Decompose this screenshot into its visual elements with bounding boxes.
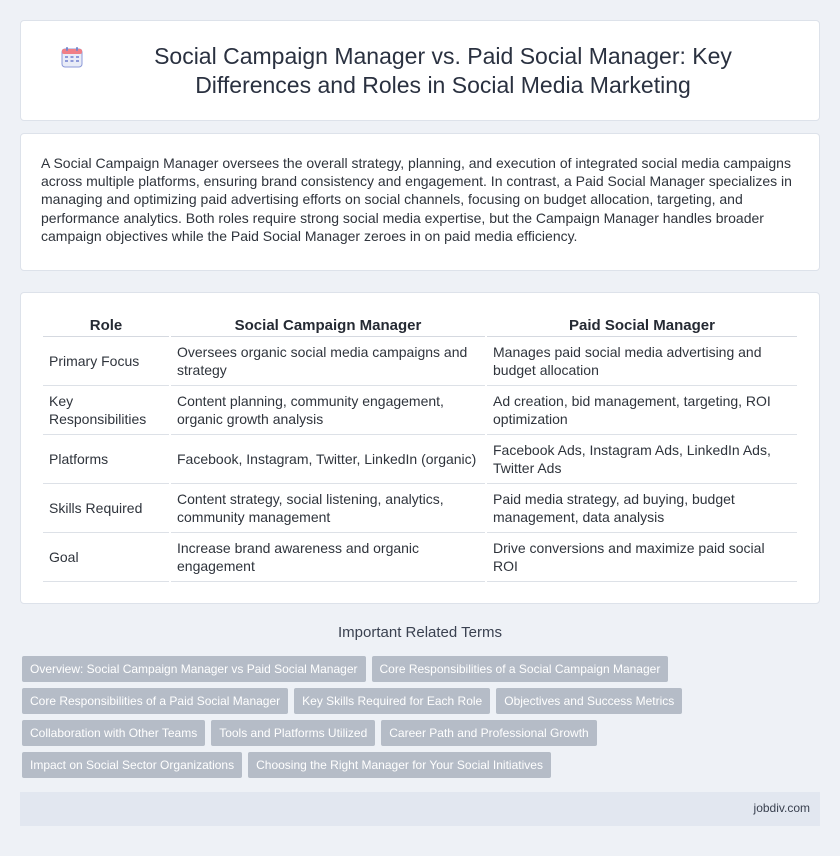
table-row xyxy=(43,386,797,435)
related-term-tag[interactable]: Impact on Social Sector Organizations xyxy=(22,752,242,778)
related-term-tag[interactable]: Key Skills Required for Each Role xyxy=(294,688,490,714)
header-card xyxy=(20,20,820,121)
table-row xyxy=(43,337,797,386)
table-header-row xyxy=(43,315,797,337)
column-header-paid-social-manager: Paid Social Manager xyxy=(487,315,797,337)
table-row xyxy=(43,484,797,533)
column-header-role: Role xyxy=(43,315,169,337)
table-cell: Manages paid social media advertising and budget allocation xyxy=(487,337,797,386)
calendar-icon xyxy=(61,46,83,68)
page-title: Social Campaign Manager vs. Paid Social Manager: Key Differences and Roles in Social Media Marketing xyxy=(154,42,732,98)
row-label: Goal xyxy=(43,533,169,582)
table-cell: Facebook Ads, Instagram Ads, LinkedIn Ads, Twitter Ads xyxy=(487,435,797,484)
row-label: Key Responsibilities xyxy=(43,386,169,435)
table-cell: Facebook, Instagram, Twitter, LinkedIn (organic) xyxy=(171,435,485,484)
table-cell: Content strategy, social listening, analytics, community management xyxy=(171,484,485,533)
related-term-tag[interactable]: Core Responsibilities of a Paid Social Manager xyxy=(22,688,288,714)
related-terms-list xyxy=(22,656,822,784)
table-cell: Ad creation, bid management, targeting, ROI optimization xyxy=(487,386,797,435)
row-label: Skills Required xyxy=(43,484,169,533)
comparison-table xyxy=(41,315,799,582)
table-cell: Content planning, community engagement, organic growth analysis xyxy=(171,386,485,435)
related-term-tag[interactable]: Career Path and Professional Growth xyxy=(381,720,596,746)
related-term-tag[interactable]: Choosing the Right Manager for Your Social Initiatives xyxy=(248,752,551,778)
intro-paragraph: A Social Campaign Manager oversees the overall strategy, planning, and execution of integrated social media campaigns across multiple platforms, ensuring brand consistency and engagement. In contrast, a Paid Social Manager specializes in managing and optimizing paid advertising efforts on social channels, focusing on budget allocation, targeting, and performance analytics. Both roles require strong social media expertise, but the Campaign Manager handles broader campaign objectives while the Paid Social Manager zeroes in on paid media efficiency. xyxy=(41,155,792,244)
row-label: Primary Focus xyxy=(43,337,169,386)
column-header-social-campaign-manager: Social Campaign Manager xyxy=(171,315,485,337)
table-cell: Paid media strategy, ad buying, budget management, data analysis xyxy=(487,484,797,533)
comparison-card xyxy=(20,292,820,604)
table-cell: Increase brand awareness and organic engagement xyxy=(171,533,485,582)
related-term-tag[interactable]: Core Responsibilities of a Social Campaign Manager xyxy=(372,656,669,682)
related-term-tag[interactable]: Objectives and Success Metrics xyxy=(496,688,682,714)
footer-bar xyxy=(20,792,820,826)
related-term-tag[interactable]: Tools and Platforms Utilized xyxy=(211,720,375,746)
table-cell: Oversees organic social media campaigns and strategy xyxy=(171,337,485,386)
table-row xyxy=(43,435,797,484)
related-terms-heading: Important Related Terms xyxy=(338,624,502,641)
table-row xyxy=(43,533,797,582)
related-term-tag[interactable]: Overview: Social Campaign Manager vs Paid Social Manager xyxy=(22,656,366,682)
footer-site-link[interactable]: jobdiv.com xyxy=(753,801,810,815)
table-cell: Drive conversions and maximize paid social ROI xyxy=(487,533,797,582)
related-term-tag[interactable]: Collaboration with Other Teams xyxy=(22,720,205,746)
intro-card xyxy=(20,133,820,271)
row-label: Platforms xyxy=(43,435,169,484)
